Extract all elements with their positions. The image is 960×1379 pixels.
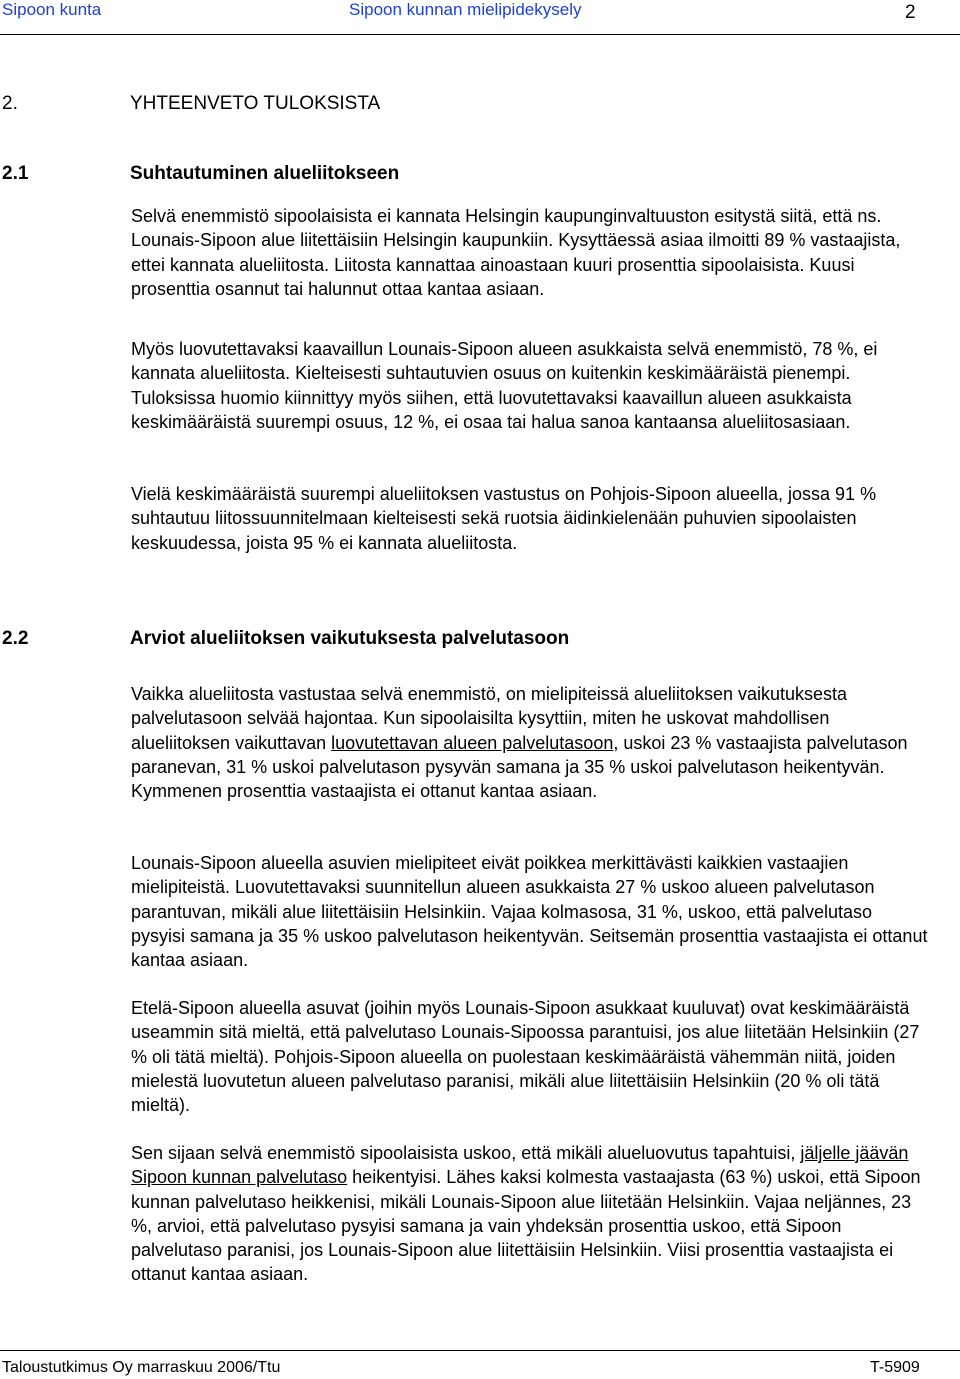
paragraph: Vielä keskimääräistä suurempi alueliitoksen vastustus on Pohjois-Sipoon alueella, jossa 91 % suhtautuu liitossuunnitelmaan kielteisesti sekä ruotsia äidinkielenään puhuvien sipoolaisten keskuudessa, joista 95 % ei kannata alueliitosta. [131,484,877,553]
footer-publisher: Taloustutkimus Oy marraskuu 2006/Ttu [2,1359,281,1376]
section-title: Arviot alueliitoksen vaikutuksesta palvelutasoon [130,628,570,649]
paragraph: Lounais-Sipoon alueella asuvien mielipiteet eivät poikkea merkittävästi kaikkien vastaajien mielipiteistä. Luovutettavaksi suunnitellun alueen asukkaista 27 % uskoo alueen palvelutason parantuvan, mikäli alue liitettäisiin Helsinkiin. Vajaa kolmasosa, 31 %, uskoo, että palvelutaso pysyisi samana ja 35 % uskoo palvelutason heikentyvän. Seitsemän prosenttia vastaajista ei ottanut kantaa asiaan. [131,853,928,971]
paragraph-text: heikentyisi. Lähes kaksi kolmesta vastaajasta (63 %) uskoi, että Sipoon kunnan palvelutaso heikkenisi, mikäli Lounais-Sipoon alue liitetään Helsinkiin. Vajaa neljännes, 23 %, arvioi, että palvelutaso pysyisi samana ja vain yhdeksän prosenttia uskoo, että Sipoon palvelutaso paranisi, jos Lounais-Sipoon alue liitettäisiin Helsinkiin. Viisi prosenttia vastaajista ei ottanut kantaa asiaan. [131,1167,921,1285]
header-document-title: Sipoon kunnan mielipidekysely [349,0,582,19]
paragraph [131,1141,931,1287]
paragraph [131,682,931,803]
paragraph: Myös luovutettavaksi kaavaillun Lounais-Sipoon alueen asukkaista selvä enemmistö, 78 %, ei kannata alueliitosta. Kielteisesti suhtautuvien osuus on kuitenkin keskimääräistä pienempi. Tuloksissa huomio kiinnittyy myös siihen, että luovutettavaksi kaavaillun alueen asukkaista keskimääräistä suurempi osuus, 12 %, ei osaa tai halua sanoa kantaansa alueliitosasiaan. [131,339,878,432]
page-header [0,0,960,38]
page-footer [0,1350,960,1379]
section-title: Suhtautuminen alueliitokseen [130,163,400,184]
paragraph: Etelä-Sipoon alueella asuvat (joihin myös Lounais-Sipoon asukkaat kuuluvat) ovat keskimääräistä useammin sitä mieltä, että palvelutaso Lounais-Sipoossa parantuisi, jos alue liitetään Helsinkiin (27 % oli tätä mieltä). Pohjois-Sipoon alueella on puolestaan keskimääräistä vähemmän niitä, joiden mielestä luovutetun alueen palvelutaso paranisi, mikäli alue liitettäisiin Helsinkiin (20 % oli tätä mieltä). [131,998,920,1116]
paragraph-text: Vaikka alueliitosta vastustaa selvä enemmistö, on mielipiteissä alueliitoksen vaikutuksesta palvelutasoon selvää hajontaa. Kun sipoolaisilta kysyttiin, miten he uskovat mahdollisen alueliitoksen vaikuttavan [131,684,848,753]
paragraph-text: , uskoi 23 % vastaajista palvelutason paranevan, 31 % uskoi palvelutason pysyvän samana ja 35 % uskoi palvelutason heikentyvän. Kymmenen prosenttia vastaajista ei ottanut kantaa asiaan. [131,732,908,802]
section-number: 2. [2,93,18,114]
footer-document-code: T-5909 [870,1359,920,1376]
section-title: YHTEENVETO TULOKSISTA [130,93,381,114]
paragraph-text: Sen sijaan selvä enemmistö sipoolaisista uskoo, että mikäli alueluovutus tapahtuisi, [131,1143,801,1163]
section-2-heading [2,93,380,115]
section-number: 2.1 [2,163,29,184]
header-organization: Sipoon kunta [2,0,102,19]
section-number: 2.2 [2,628,29,649]
section-2-1-heading [2,163,399,185]
underlined-phrase: luovutettavan alueen palvelutasoon [331,732,614,753]
paragraph: Selvä enemmistö sipoolaisista ei kannata Helsingin kaupunginvaltuuston esitystä siitä, että ns. Lounais-Sipoon alue liitettäisiin Helsingin kaupunkiin. Kysyttäessä asiaa ilmoitti 89 % vastaajista, ettei kannata alueliitosta. Liitosta kannattaa ainoastaan kuuri prosenttia sipoolaisista. Kuusi prosenttia osannut tai halunnut ottaa kantaa asiaan. [131,206,901,299]
section-2-2-heading [2,628,569,650]
underlined-phrase: jäljelle jäävän Sipoon kunnan palvelutaso [131,1143,909,1188]
footer-divider [0,1350,960,1351]
header-divider [0,34,960,35]
header-page-number: 2 [905,2,916,23]
